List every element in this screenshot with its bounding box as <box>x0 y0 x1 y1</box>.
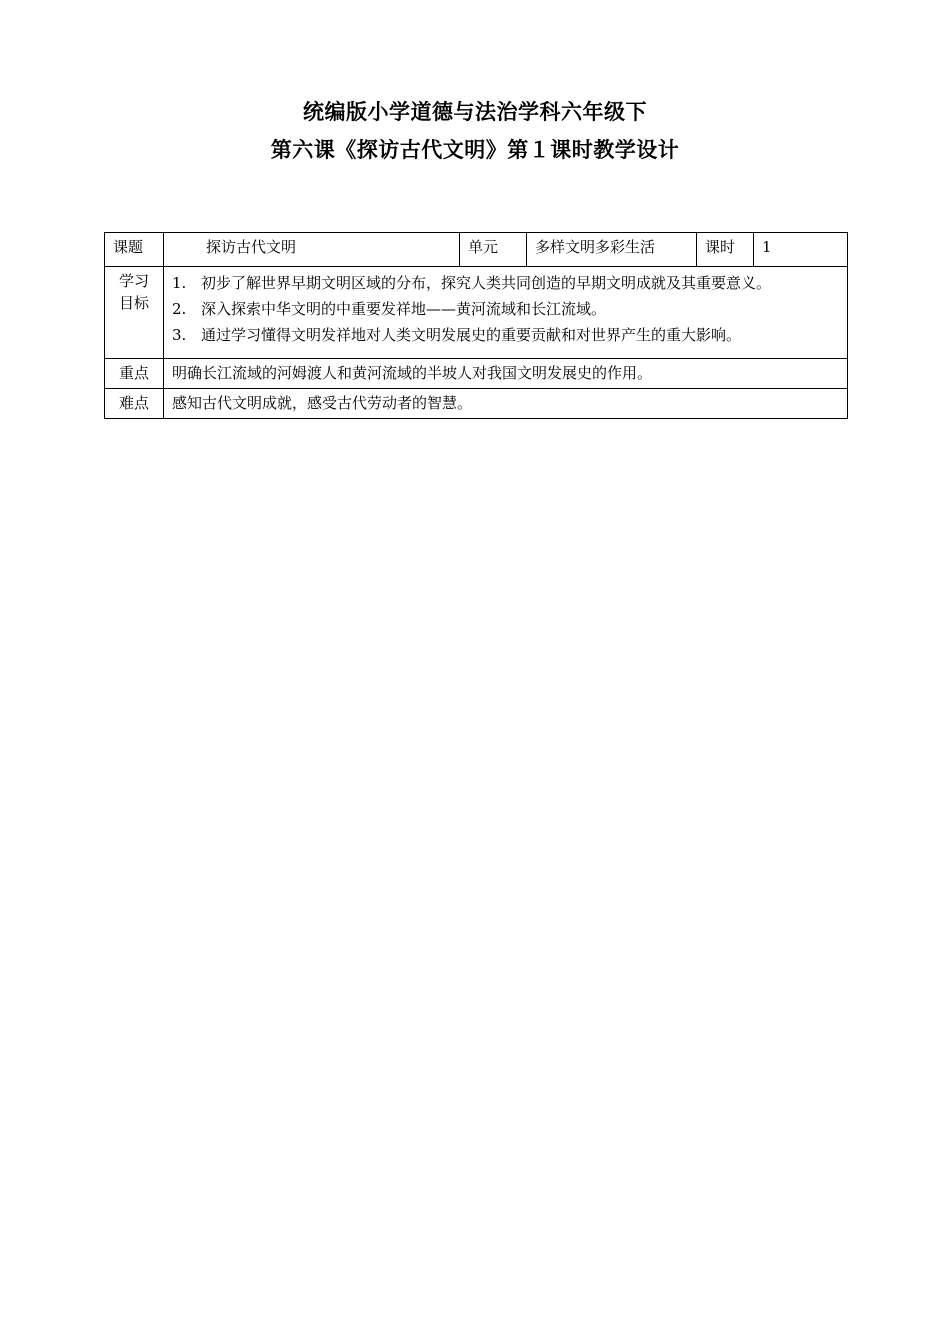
goal-number: 2. <box>172 300 187 318</box>
goals-list <box>172 270 839 348</box>
table-row-topic <box>105 233 848 267</box>
unit-value: 多样文明多彩生活 <box>527 233 697 267</box>
table-row-key-point <box>105 359 848 389</box>
period-value: 1 <box>754 233 848 267</box>
period-label: 课时 <box>697 233 754 267</box>
document-subtitle: 第六课《探访古代文明》第１课时教学设计 <box>270 138 680 162</box>
key-point-label: 重点 <box>105 359 164 389</box>
goals-cell <box>164 267 848 359</box>
key-point-value: 明确长江流域的河姆渡人和黄河流域的半坡人对我国文明发展史的作用。 <box>164 359 848 389</box>
difficulty-value: 感知古代文明成就，感受古代劳动者的智慧。 <box>164 389 848 419</box>
goals-label-line2: 目标 <box>118 294 149 312</box>
goal-item <box>172 270 839 296</box>
difficulty-label: 难点 <box>105 389 164 419</box>
unit-label: 单元 <box>460 233 527 267</box>
goal-number: 1. <box>172 274 187 292</box>
goal-text: 通过学习懂得文明发祥地对人类文明发展史的重要贡献和对世界产生的重大影响。 <box>201 326 742 344</box>
goal-item <box>172 322 839 348</box>
goal-text: 深入探索中华文明的中重要发祥地——黄河流域和长江流域。 <box>201 300 607 318</box>
goal-item <box>172 296 839 322</box>
document-title: 统编版小学道德与法治学科六年级下 <box>303 100 647 124</box>
topic-label: 课题 <box>105 233 164 267</box>
goals-label <box>105 267 164 359</box>
lesson-plan-table <box>104 232 848 419</box>
topic-value: 探访古代文明 <box>164 233 460 267</box>
table-row-goals <box>105 267 848 359</box>
goal-text: 初步了解世界早期文明区域的分布，探究人类共同创造的早期文明成就及其重要意义。 <box>201 274 772 292</box>
goal-number: 3. <box>172 326 187 344</box>
table-row-difficulty <box>105 389 848 419</box>
goals-label-line1: 学习 <box>118 272 149 290</box>
